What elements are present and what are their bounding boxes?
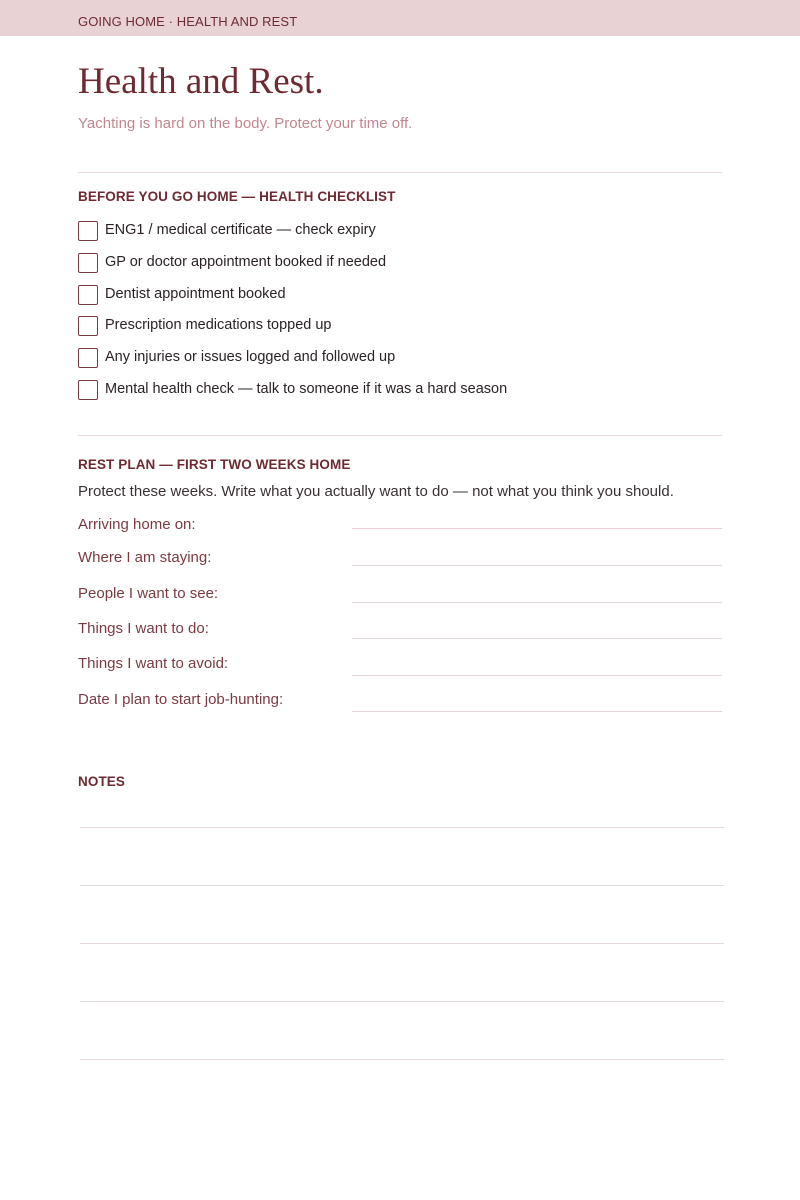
checklist-item-label: GP or doctor appointment booked if needed <box>105 253 387 270</box>
write-in-line[interactable] <box>352 565 722 566</box>
rest-plan-heading: REST PLAN — FIRST TWO WEEKS HOME <box>78 457 351 472</box>
plan-field-things-to-avoid <box>78 655 722 685</box>
plan-field-job-hunting-date <box>78 691 722 721</box>
write-in-line[interactable] <box>352 602 722 603</box>
write-in-line[interactable] <box>352 675 722 676</box>
checklist-item <box>78 220 507 252</box>
plan-field-label: Date I plan to start job-hunting: <box>78 691 284 708</box>
plan-field-label: Where I am staying: <box>78 549 212 566</box>
notes-line[interactable] <box>80 885 724 886</box>
plan-field-where-staying <box>78 549 722 579</box>
plan-field-arriving-home <box>78 516 722 546</box>
checkbox[interactable] <box>78 285 98 305</box>
plan-field-label: People I want to see: <box>78 585 219 602</box>
notes-line[interactable] <box>80 1001 724 1002</box>
plan-field-things-to-do <box>78 620 722 650</box>
plan-field-label: Things I want to do: <box>78 620 209 637</box>
divider <box>78 435 722 436</box>
notes-line[interactable] <box>80 1059 724 1060</box>
rest-plan-intro: Protect these weeks. Write what you actually want to do — not what you think you should. <box>78 483 674 500</box>
checklist-item <box>78 284 507 316</box>
checklist-item-label: Any injuries or issues logged and followed up <box>105 349 396 366</box>
header-band <box>0 0 800 36</box>
checklist-item <box>78 347 507 379</box>
checklist-item-label: Dentist appointment booked <box>105 285 286 302</box>
checkbox[interactable] <box>78 253 98 273</box>
checklist-item-label: ENG1 / medical certificate — check expiry <box>105 222 376 238</box>
checklist-item <box>78 315 507 347</box>
checklist-item-label: Mental health check — talk to someone if it was a hard season <box>105 380 508 397</box>
health-checklist <box>78 220 507 411</box>
checkbox[interactable] <box>78 221 98 241</box>
notes-line[interactable] <box>80 943 724 944</box>
plan-field-label: Things I want to avoid: <box>78 655 229 672</box>
page-title: Health and Rest. <box>78 61 324 102</box>
write-in-line[interactable] <box>352 638 722 639</box>
plan-field-people <box>78 585 722 615</box>
checkbox[interactable] <box>78 316 98 336</box>
checklist-item-label: Prescription medications topped up <box>105 317 332 334</box>
notes-line[interactable] <box>80 827 724 828</box>
health-checklist-heading: BEFORE YOU GO HOME — HEALTH CHECKLIST <box>78 189 396 204</box>
checklist-item <box>78 252 507 284</box>
write-in-line[interactable] <box>352 528 722 529</box>
notes-heading: NOTES <box>78 774 126 789</box>
checkbox[interactable] <box>78 380 98 400</box>
plan-field-label: Arriving home on: <box>78 516 196 533</box>
divider <box>78 172 722 173</box>
breadcrumb: GOING HOME · HEALTH AND REST <box>78 14 298 29</box>
checkbox[interactable] <box>78 348 98 368</box>
checklist-item <box>78 379 507 411</box>
page-subtitle: Yachting is hard on the body. Protect your time off. <box>78 115 413 132</box>
write-in-line[interactable] <box>352 711 722 712</box>
